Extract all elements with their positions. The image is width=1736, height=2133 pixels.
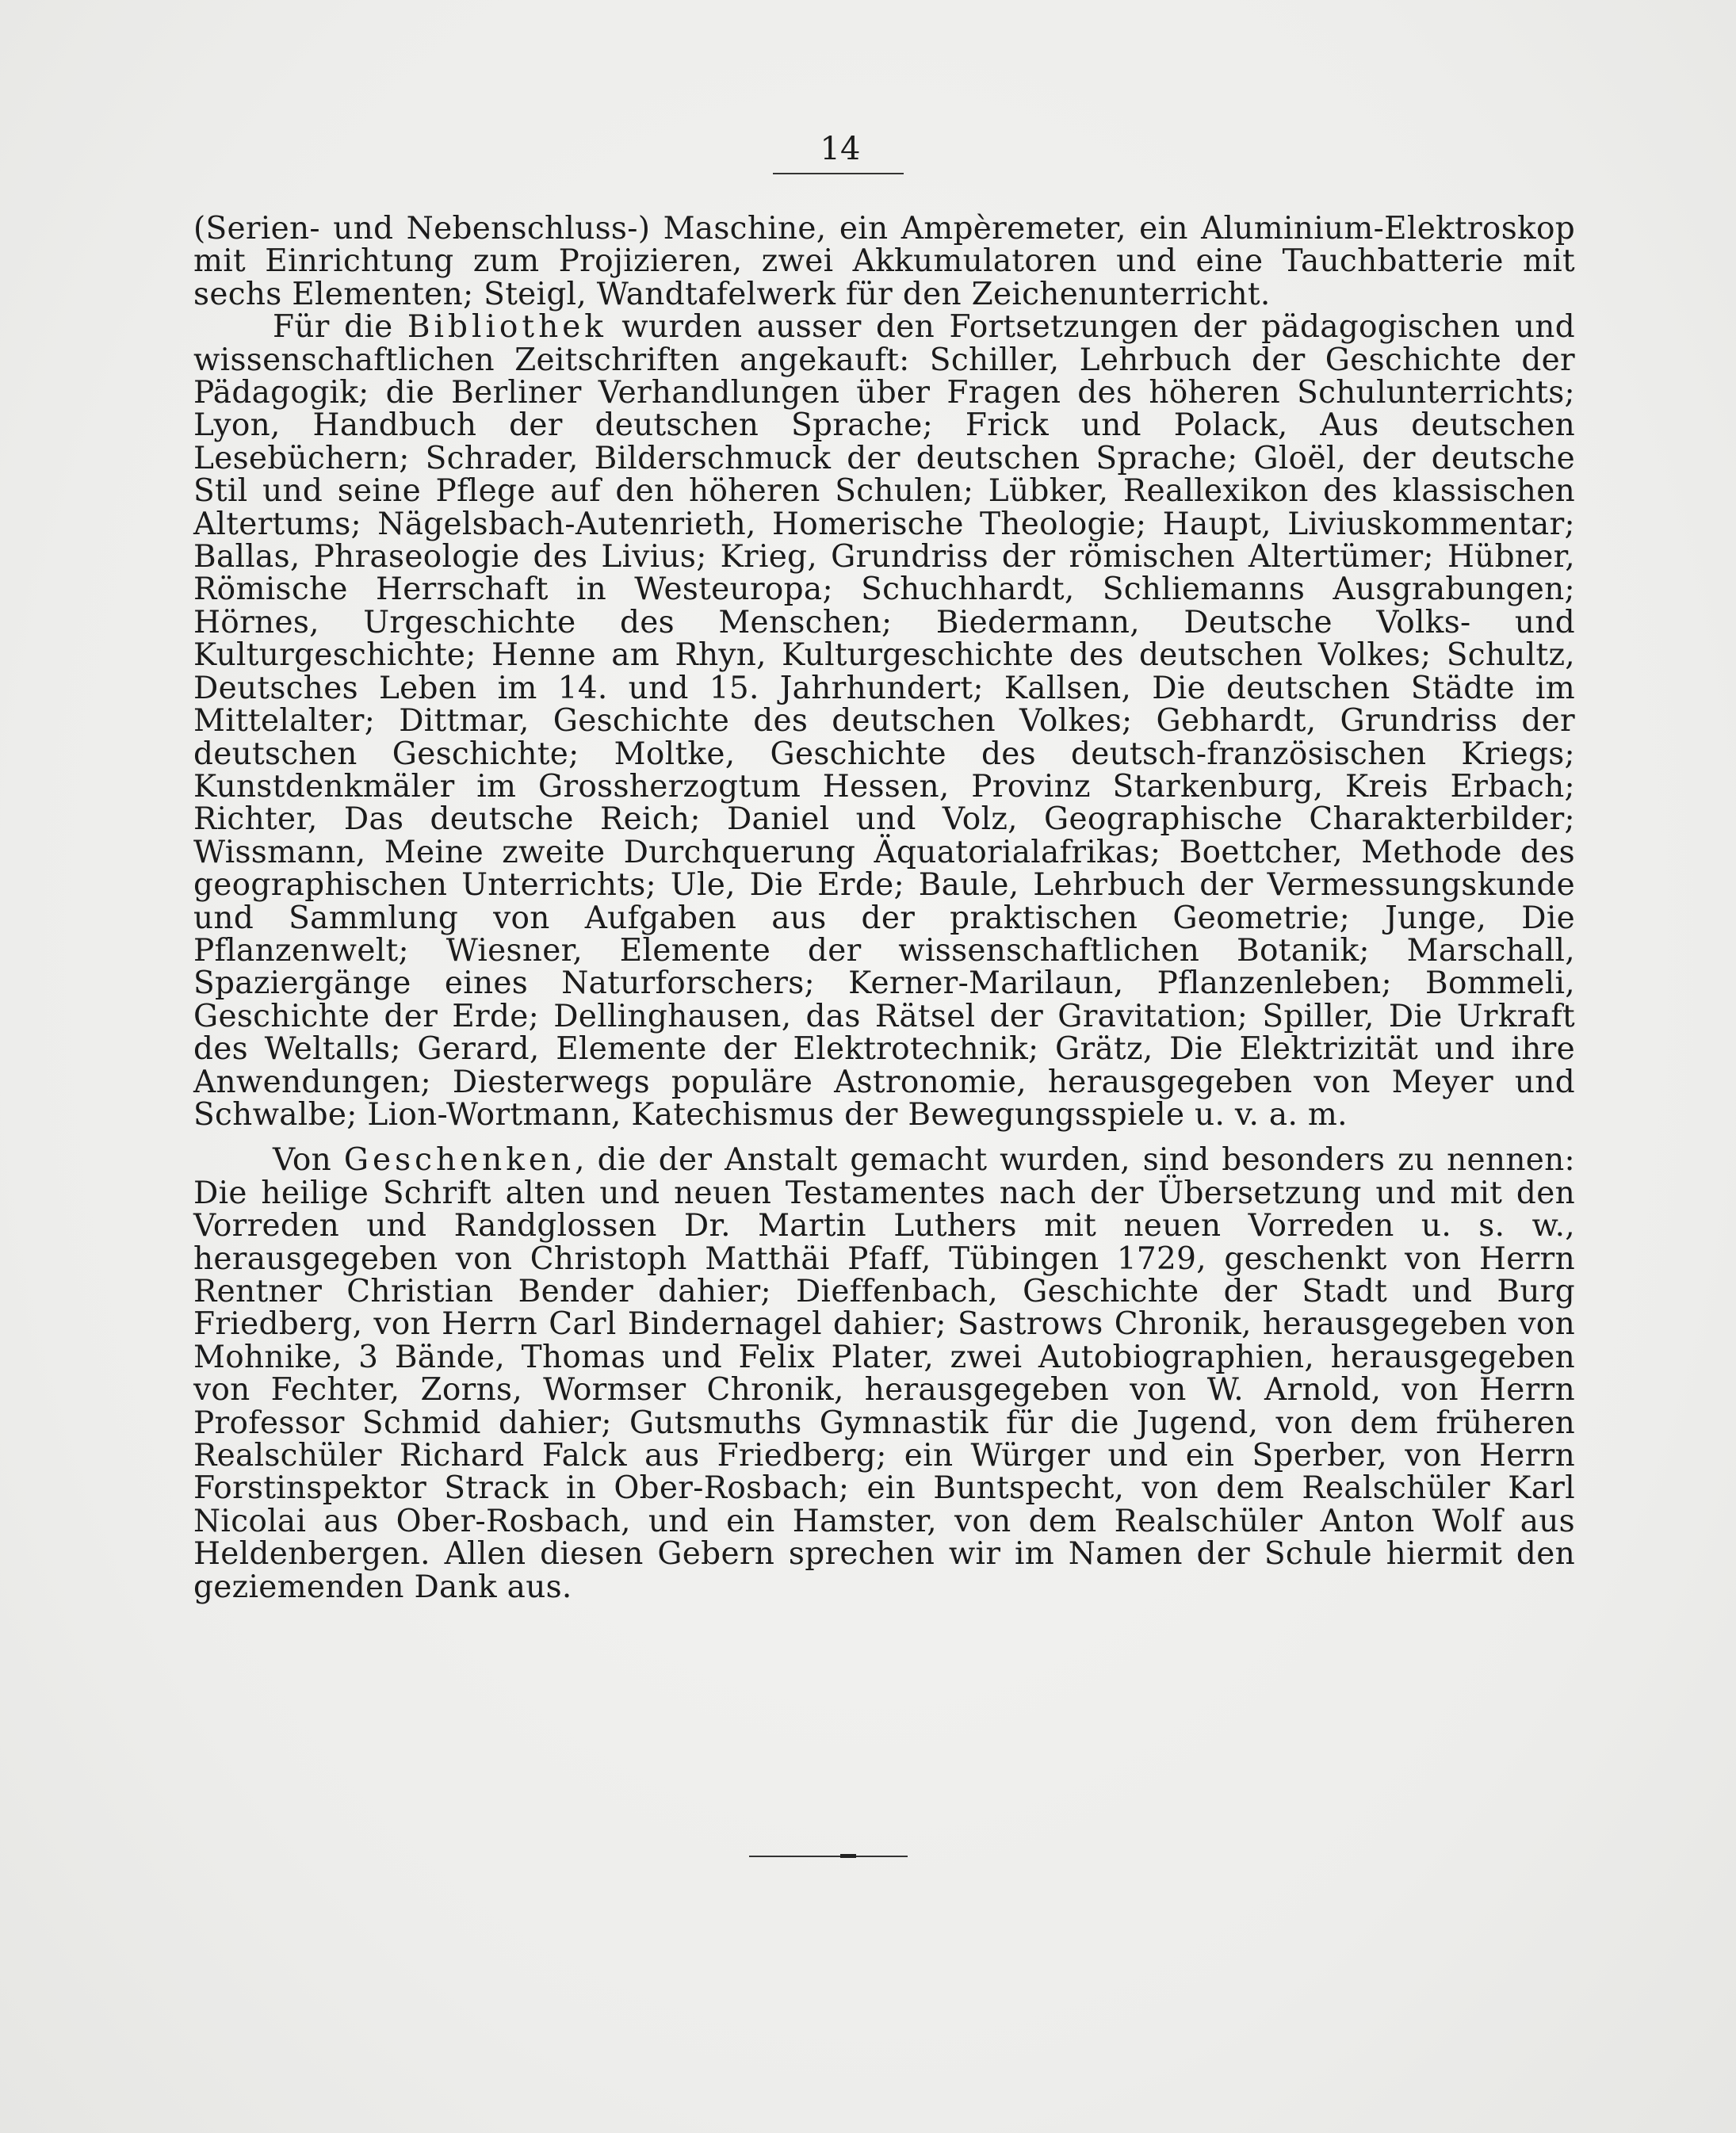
gifts-text: , die der Anstalt gemacht wurden, sind besonders zu nennen: Die heilige Schrift alten und neuen Testamentes nach der Übersetzung und mit den Vorreden und Randglossen Dr. Martin Luthers mit neuen Vorreden u. s. w., herausgegeben von Christoph Matthäi Pfaff, Tübingen 1729, geschenkt von Herrn Rentner Christian Bender dahier; Dieffenbach, Geschichte der Stadt und Burg Friedberg, von Herrn Carl Bindernagel dahier; Sastrows Chronik, herausgegeben von Mohnike, 3 Bände, Thomas und Felix Plater, zwei Autobiographien, herausgegeben von Fechter, Zorns, Wormser Chronik, herausgegeben von W. Arnold, von Herrn Professor Schmid dahier; Gutsmuths Gymnastik für die Jugend, von dem früheren Realschüler Richard Falck aus Friedberg; ein Würger und ein Sperber, von Herrn Forstinspektor Strack in Ober-Rosbach; ein Buntspecht, von dem Realschüler Karl Nicolai aus Ober-Rosbach, und ein Hamster, von dem Realschüler Anton Wolf aus Heldenbergen. Allen diesen Gebern sprechen wir im Namen der Schule hiermit den geziemenden Dank aus. <box>193 1142 1575 1605</box>
page-number: 14 <box>820 131 861 167</box>
gifts-lead: Von <box>273 1142 344 1179</box>
body-text <box>193 212 1575 1604</box>
page-number-rule <box>773 173 904 174</box>
library-text: wurden ausser den Fortsetzungen der pädagogischen und wissenschaftlichen Zeitschriften angekauft: Schiller, Lehrbuch der Geschichte der Pädagogik; die Berliner Verhandlungen über Fragen des höheren Schulunterrichts; Lyon, Handbuch der deutschen Sprache; Frick und Polack, Aus deutschen Lesebüchern; Schrader, Bilderschmuck der deutschen Sprache; Gloël, der deutsche Stil und seine Pflege auf den höheren Schulen; Lübker, Reallexikon des klassischen Altertums; Nägelsbach-Autenrieth, Homerische Theologie; Haupt, Liviuskommentar; Ballas, Phraseologie des Livius; Krieg, Grundriss der römischen Altertümer; Hübner, Römische Herrschaft in Westeuropa; Schuchhardt, Schliemanns Ausgrabungen; Hörnes, Urgeschichte des Menschen; Biedermann, Deutsche Volks- und Kulturgeschichte; Henne am Rhyn, Kulturgeschichte des deutschen Volkes; Schultz, Deutsches Leben im 14. und 15. Jahrhundert; Kallsen, Die deutschen Städte im Mittelalter; Dittmar, Geschichte des deutschen Volkes; Gebhardt, Grundriss der deutschen Geschichte; Moltke, Geschichte des deutsch-französischen Kriegs; Kunstdenkmäler im Grossherzogtum Hessen, Provinz Starkenburg, Kreis Erbach; Richter, Das deutsche Reich; Daniel und Volz, Geographische Charakterbilder; Wissmann, Meine zweite Durchquerung Äquatorialafrikas; Boettcher, Methode des geographischen Unterrichts; Ule, Die Erde; Baule, Lehrbuch der Vermessungskunde und Sammlung von Aufgaben aus der praktischen Geometrie; Junge, Die Pflanzenwelt; Wiesner, Elemente der wissenschaftlichen Botanik; Marschall, Spaziergänge eines Naturforschers; Kerner-Marilaun, Pflanzenleben; Bommeli, Geschichte der Erde; Dellinghausen, das Rätsel der Gravitation; Spiller, Die Urkraft des Weltalls; Gerard, Elemente der Elektrotechnik; Grätz, Die Elektrizität und ihre Anwendungen; Diesterwegs populäre Astronomie, herausgegeben von Meyer und Schwalbe; Lion-Wortmann, Katechismus der Bewegungsspiele u. v. a. m. <box>193 309 1575 1133</box>
paragraph-apparatus: (Serien- und Nebenschluss-) Maschine, ein Ampèremeter, ein Aluminium-Elektroskop mit Einrichtung zum Projizieren, zwei Akkumulatoren und eine Tauchbatterie mit sechs Elementen; Steigl, Wandtafelwerk für den Zeichenunterricht. <box>193 211 1575 312</box>
end-rule-ornament <box>840 1854 856 1858</box>
gifts-keyword: Geschenken <box>343 1142 575 1179</box>
paragraph-gifts <box>193 1144 1575 1604</box>
paragraph-library <box>193 311 1575 1131</box>
end-rule <box>749 1856 908 1857</box>
library-lead: Für die <box>273 309 407 346</box>
library-keyword: Bibliothek <box>407 309 607 346</box>
